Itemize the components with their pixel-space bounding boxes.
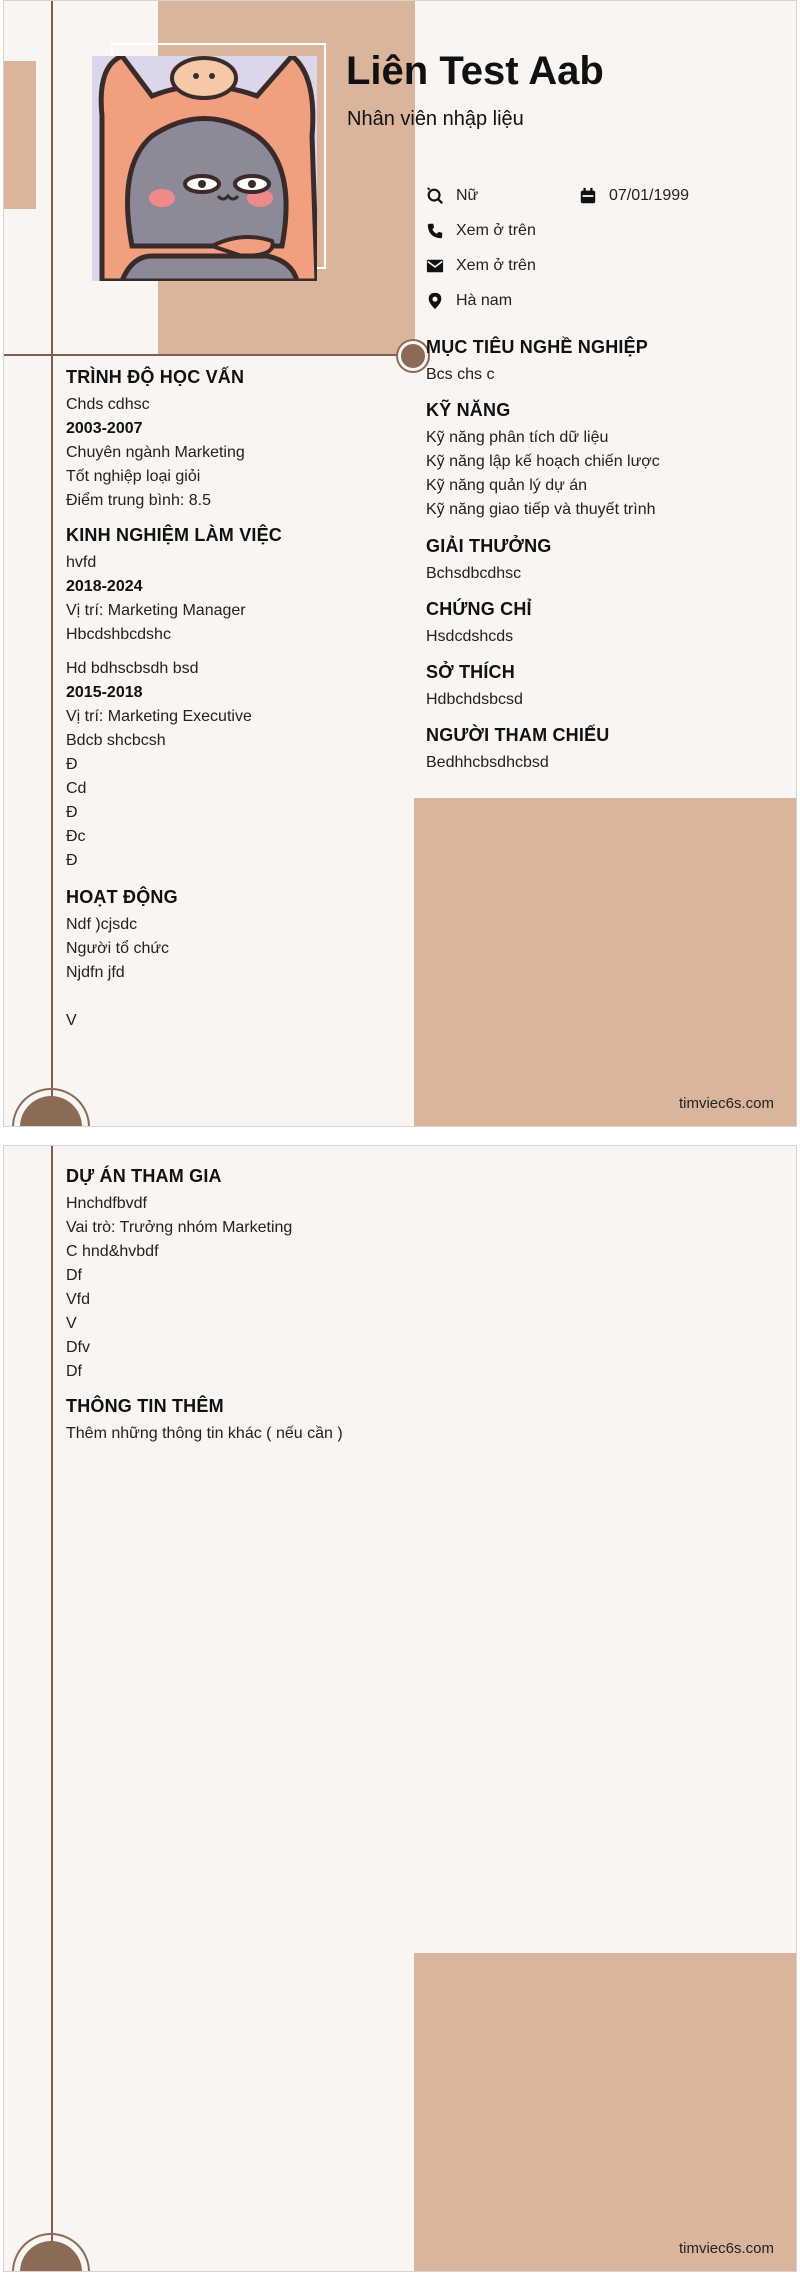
phone-row [426,222,536,240]
timeline-line [51,1146,53,2272]
certificates-section [426,599,766,649]
awards-section [426,536,766,586]
phone-value: Xem ở trên [456,222,536,239]
project-detail: V [66,1315,77,1332]
job-detail: Đ [66,852,78,869]
birthday-row [579,187,689,205]
skills-title: KỸ NĂNG [426,400,511,420]
job-period: 2015-2018 [66,684,143,701]
job-company: hvfd [66,554,97,571]
activities-section [66,887,406,1033]
activity-line: Ndf )cjsdc [66,916,138,933]
project-detail: Dfv [66,1339,90,1356]
address-value: Hà nam [456,292,513,309]
avatar [92,56,317,281]
cv-page-1 [3,0,797,1127]
gender-icon [426,187,444,205]
education-major: Chuyên ngành Marketing [66,444,245,461]
job-detail: Bdcb shcbcsh [66,732,166,749]
phone-icon [426,222,444,240]
email-icon [426,257,444,275]
footer-brand: timviec6s.com [678,2240,774,2257]
awards-title: GIẢI THƯỞNG [426,536,552,556]
activity-line: Njdfn jfd [66,964,125,981]
education-gpa: Điểm trung bình: 8.5 [66,492,211,509]
education-school: Chds cdhsc [66,396,150,413]
experience-section [66,525,406,873]
cv-page-2 [3,1145,797,2272]
activities-title: HOẠT ĐỘNG [66,887,178,907]
references-title: NGƯỜI THAM CHIẾU [426,725,610,745]
awards-text: Bchsdbcdhsc [426,565,522,582]
gender-value: Nữ [456,187,479,204]
extra-info-title: THÔNG TIN THÊM [66,1396,224,1416]
footer-accent-block [414,798,797,1127]
cat-avatar-icon [92,56,317,281]
activity-line: Người tổ chức [66,940,170,957]
skill-item: Kỹ năng giao tiếp và thuyết trình [426,501,656,518]
objective-title: MỤC TIÊU NGHỀ NGHIỆP [426,337,649,357]
gender-row [426,187,478,205]
skill-item: Kỹ năng lập kế hoạch chiến lược [426,453,660,470]
references-text: Bedhhcbsdhcbsd [426,754,549,771]
candidate-name: Liên Test Aab [346,49,604,93]
objective-section [426,337,766,387]
experience-title: KINH NGHIỆM LÀM VIỆC [66,525,283,545]
hobbies-text: Hdbchdsbcsd [426,691,523,708]
address-row [426,292,512,310]
job-detail: Hbcdshbcdshc [66,626,171,643]
certificates-title: CHỨNG CHỈ [426,599,532,619]
birthday-value: 07/01/1999 [609,187,690,204]
project-name: Hnchdfbvdf [66,1195,147,1212]
extra-info-text: Thêm những thông tin khác ( nếu cần ) [66,1425,343,1442]
hobbies-section [426,662,766,712]
education-period: 2003-2007 [66,420,143,437]
activity-line: V [66,1012,77,1029]
divider-line [4,354,416,356]
skill-item: Kỹ năng phân tích dữ liệu [426,429,609,446]
project-detail: C hnd&hvbdf [66,1243,159,1260]
project-role: Vai trò: Trưởng nhóm Marketing [66,1219,293,1236]
calendar-icon [579,187,597,205]
activity-line [66,985,406,1009]
project-detail: Df [66,1267,82,1284]
location-pin-icon [426,292,444,310]
job-position: Nhân viên nhập liệu [347,108,524,130]
job-role: Vị trí: Marketing Manager [66,602,246,619]
job-detail: Đ [66,756,78,773]
footer-accent-block [414,1953,797,2272]
side-accent-block [4,61,36,209]
references-section [426,725,766,775]
job-detail: Cd [66,780,87,797]
hobbies-title: SỞ THÍCH [426,662,515,682]
education-section [66,367,406,513]
education-grade: Tốt nghiệp loại giỏi [66,468,201,485]
projects-title: DỰ ÁN THAM GIA [66,1166,222,1186]
education-title: TRÌNH ĐỘ HỌC VẤN [66,367,245,387]
project-detail: Df [66,1363,82,1380]
footer-brand: timviec6s.com [678,1095,774,1112]
project-detail: Vfd [66,1291,91,1308]
objective-text: Bcs chs c [426,366,495,383]
job-detail: Đc [66,828,86,845]
projects-section [66,1166,406,1384]
job-role: Vị trí: Marketing Executive [66,708,252,725]
job-detail: Đ [66,804,78,821]
email-row [426,257,536,275]
skill-item: Kỹ năng quản lý dự án [426,477,588,494]
certificates-text: Hsdcdshcds [426,628,514,645]
email-value: Xem ở trên [456,257,536,274]
skills-section [426,400,766,522]
timeline-line [51,1,53,1127]
extra-info-section [66,1396,406,1446]
job-company: Hd bdhscbsdh bsd [66,660,199,677]
job-period: 2018-2024 [66,578,143,595]
